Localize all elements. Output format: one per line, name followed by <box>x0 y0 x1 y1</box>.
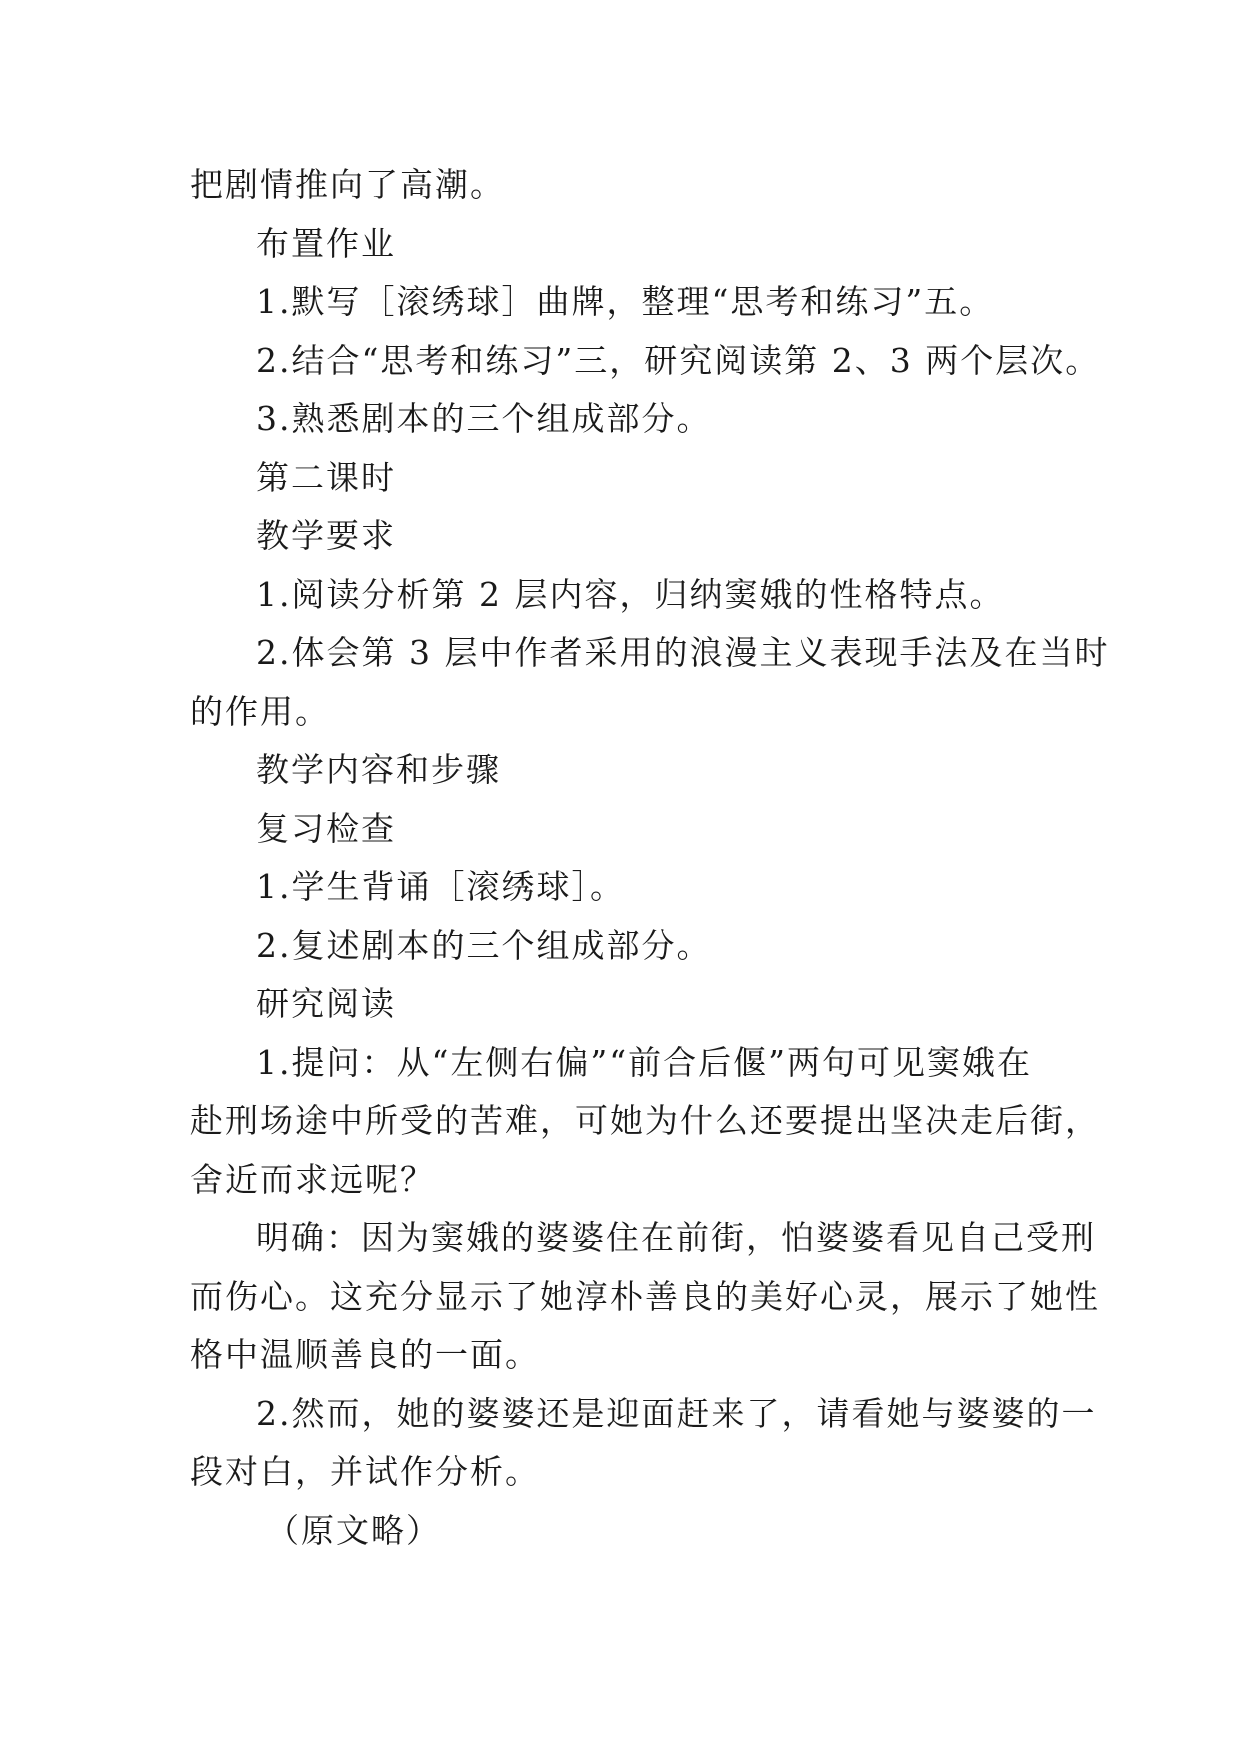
document-body <box>190 156 1110 1560</box>
list-item: 2.然而，她的婆婆还是迎面赶来了，请看她与婆婆的一 <box>256 1393 1097 1433</box>
section-heading: 布置作业 <box>256 223 396 263</box>
text-line: 段对白，并试作分析。 <box>190 1452 540 1491</box>
section-heading: 教学要求 <box>256 516 396 555</box>
section-heading: 第二课时 <box>256 457 396 497</box>
text-line: 赴刑场途中所受的苦难，可她为什么还要提出坚决走后街， <box>190 1101 1100 1140</box>
list-item: 1.默写［滚绣球］曲牌，整理“思考和练习”五。 <box>256 282 995 321</box>
section-heading: 教学内容和步骤 <box>256 750 501 789</box>
list-item: 2.复述剧本的三个组成部分。 <box>256 925 712 965</box>
text-line: 的作用。 <box>190 691 330 731</box>
text-line: 而伤心。这充分显示了她淳朴善良的美好心灵，展示了她性 <box>190 1276 1100 1316</box>
omission-note: （原文略） <box>266 1510 441 1550</box>
list-item: 2.体会第 3 层中作者采用的浪漫主义表现手法及在当时 <box>256 633 1110 672</box>
paragraph-start: 明确：因为窦娥的婆婆住在前街，怕婆婆看见自己受刑 <box>256 1218 1096 1257</box>
list-item: 1.学生背诵［滚绣球］。 <box>256 867 625 906</box>
text-line: 把剧情推向了高潮。 <box>190 165 505 204</box>
section-heading: 复习检查 <box>256 808 396 848</box>
list-item: 1.提问：从“左侧右偏”“前合后偃”两句可见窦娥在 <box>256 1042 1032 1082</box>
text-line: 格中温顺善良的一面。 <box>190 1335 540 1374</box>
list-item: 3.熟悉剧本的三个组成部分。 <box>256 399 712 438</box>
section-heading: 研究阅读 <box>256 984 396 1023</box>
list-item: 1.阅读分析第 2 层内容，归纳窦娥的性格特点。 <box>256 574 1005 614</box>
list-item: 2.结合“思考和练习”三，研究阅读第 2、3 两个层次。 <box>256 340 1101 380</box>
text-line: 舍近而求远呢？ <box>190 1159 435 1199</box>
